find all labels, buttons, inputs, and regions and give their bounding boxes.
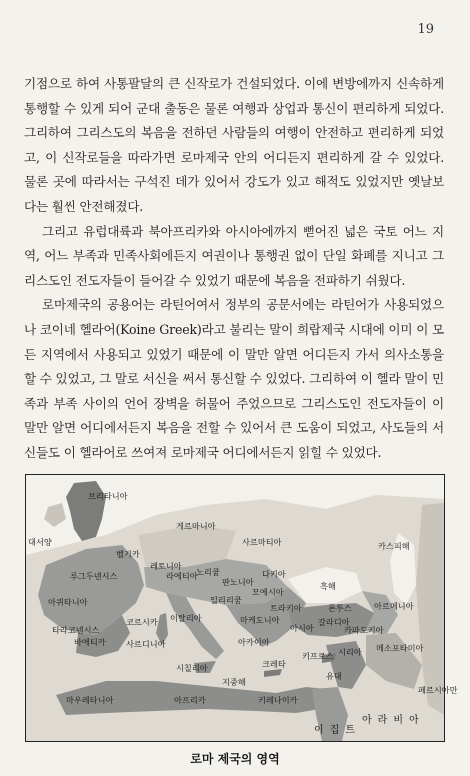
map-caption: 로마 제국의 영역	[190, 752, 280, 766]
paragraph: 로마제국의 공용어는 라틴어여서 정부의 공문서에는 라틴어가 사용되었으나 코이네 헬라어(Koine Greek)라고 불리는 말이 희랍제국 시대에 이미 이 모든 지역에서 사용되고 있었기 때문에 이 말만 알면 어디든지 가서 의사소통을 할 수 있었고, 그 말로 서신을 써서 통신할 수 있었다. 그리하여 이 헬라 말이 민족과 부족 사이의 언어 장벽을 허물어 주었으므로 그리스도인 전도자들이 이 말만 알면 어디에서든지 복음을 전할 수 있어서 큰 도움이 되었고, 사도들의 서신들도 이 헬라어로 쓰여져 로마제국 어디에서든지 읽힐 수 있었다.	[24, 297, 444, 460]
map-label: 레토니아	[150, 561, 182, 571]
map-label: 마케도니아	[240, 615, 280, 625]
map-label: 시칠리아	[176, 663, 208, 673]
map-label: 폰투스	[328, 603, 352, 613]
map-label: 아르메니아	[374, 601, 414, 611]
map-label: 사르마티아	[242, 537, 282, 547]
map-label: 메소포타미아	[376, 643, 424, 653]
map-label: 일리리쿰	[210, 595, 242, 605]
map-label: 타라코넨시스	[52, 625, 100, 635]
map-label: 카파도키아	[344, 625, 384, 635]
map-label: 페르시아만	[418, 685, 458, 695]
map-label: 갈라디아	[318, 617, 350, 627]
map-label: 코르시카	[126, 617, 158, 627]
map-label: 모에시아	[252, 587, 284, 597]
map-label: 판노니아	[222, 577, 254, 587]
map-label: 키레나이카	[258, 695, 298, 705]
map-label: 아프리카	[174, 695, 206, 705]
roman-empire-map	[25, 474, 458, 742]
map-label: 게르마니아	[176, 521, 216, 531]
map-label: 카스피해	[378, 541, 410, 551]
map-label: 아라비아	[362, 715, 425, 726]
map-label: 아시아	[290, 623, 314, 633]
map-label: 사르디니아	[126, 639, 166, 649]
map-label: 키프로스	[302, 651, 334, 661]
map-label: 트라키아	[270, 603, 302, 613]
map-label: 라에티아	[166, 571, 198, 581]
map-label: 바에티카	[74, 637, 106, 647]
map-label: 지중해	[222, 677, 246, 687]
map-label: 이탈리아	[170, 613, 202, 623]
map-label: 루그두넨시스	[70, 571, 118, 581]
map-label: 브리타니아	[88, 491, 128, 501]
map-label: 유대	[326, 671, 342, 681]
map-label: 대서양	[28, 537, 52, 547]
paragraph: 기점으로 하여 사통팔달의 큰 신작로가 건설되었다. 이에 변방에까지 신속하게 통행할 수 있게 되어 군대 출동은 물론 여행과 상업과 통신이 편리하게 되었다. 그리하여 그리스도의 복음을 전하던 사람들의 여행이 안전하고 편리하게 되었고, 이 신작로들을 따라가면 로마제국 안의 어디든지 편리하게 갈 수 있었다. 물론 곳에 따라서는 구석진 데가 있어서 강도가 있고 해적도 있었지만 옛날보다는 훨씬 안전해졌다.	[24, 76, 444, 214]
map-label: 아퀴타니아	[48, 597, 88, 607]
map-label: 마우레타니아	[66, 695, 114, 705]
map-drawing	[26, 475, 458, 741]
map-label: 아카이아	[238, 637, 270, 647]
map-label: 시리아	[338, 647, 362, 657]
map-label: 노리쿰	[196, 567, 220, 577]
map-label: 흑해	[320, 581, 336, 591]
map-label: 크레타	[262, 659, 286, 669]
map-label: 다키아	[262, 569, 286, 579]
paragraph: 그리고 유럽대륙과 북아프리카와 아시아에까지 뻗어진 넓은 국토 어느 지역, 어느 부족과 민족사회에든지 여권이나 통행권 없이 단일 화폐를 지니고 그리스도인 전도자들이 들어갈 수 있었기 때문에 복음을 전파하기 쉬웠다.	[24, 223, 444, 288]
map-label: 이집트	[314, 725, 361, 736]
page-number: 19	[417, 22, 434, 37]
map-label: 벨기카	[116, 549, 140, 559]
body-text	[24, 72, 444, 466]
